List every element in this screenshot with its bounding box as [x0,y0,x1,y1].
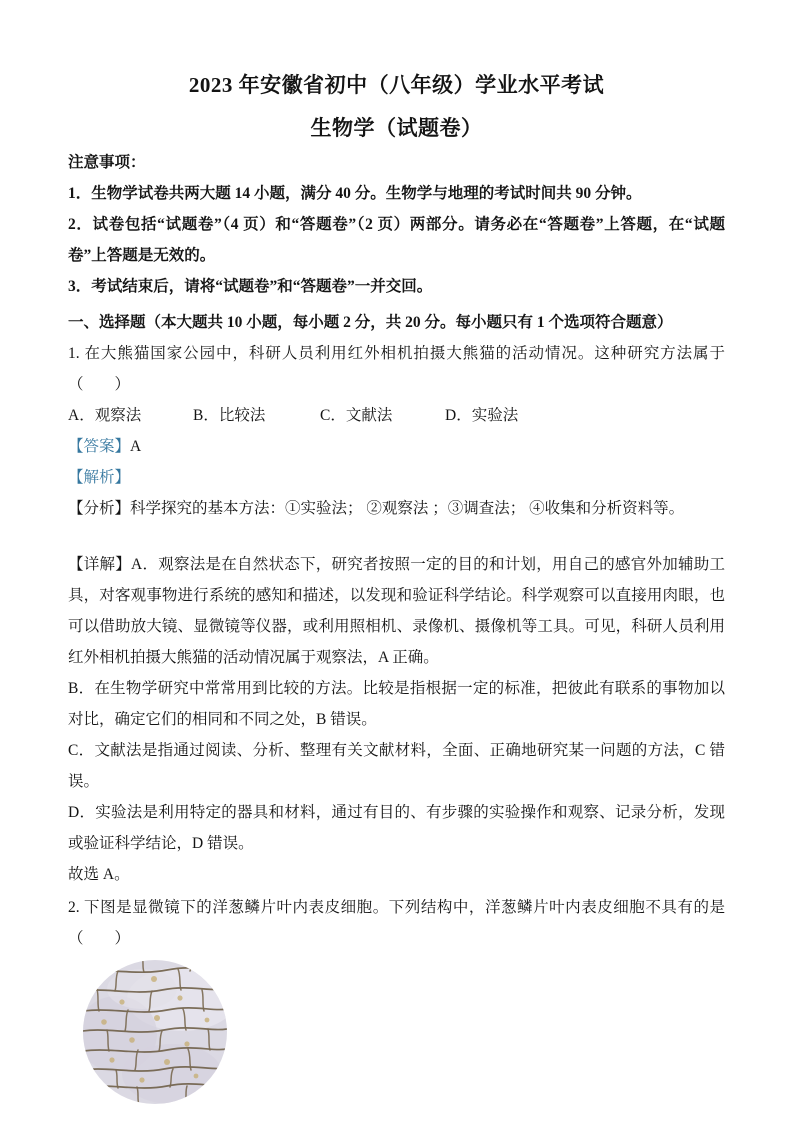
question-1-option-a: A．观察法 [68,407,142,424]
question-1-stem: 1. 在大熊猫国家公园中，科研人员利用红外相机拍摄大熊猫的活动情况。这种研究方法属于（ ） [68,345,725,393]
fenxi-label: 【分析】 [68,500,131,517]
question-1-option-c: C．文献法 [320,407,393,424]
notice-item-1: 1．生物学试卷共两大题 14 小题，满分 40 分。生物学与地理的考试时间共 90 分钟。 [68,185,642,202]
question-1-option-b: B．比较法 [193,407,266,424]
onion-epidermis-micrograph [82,959,228,1105]
page-subtitle: 生物学（试题卷） [310,116,483,140]
jiexi-label: 【解析】 [68,469,131,486]
section-1-heading: 一、选择题（本大题共 10 小题，每小题 2 分，共 20 分。每小题只有 1 个选项符合题意） [68,314,673,331]
notice-item-2: 2．试卷包括“试题卷”（4 页）和“答题卷”（2 页）两部分。请务必在“答题卷”上答题，在“试题卷”上答题是无效的。 [68,216,725,264]
xiangjie-paragraph-b: B．在生物学研究中常常用到比较的方法。比较是指根据一定的标准，把彼此有联系的事物加以对比，确定它们的相同和不同之处，B 错误。 [68,680,725,728]
page-title: 2023 年安徽省初中（八年级）学业水平考试 [188,73,605,97]
xiangjie-paragraph-d: D．实验法是利用特定的器具和材料，通过有目的、有步骤的实验操作和观察、记录分析，发现或验证科学结论，D 错误。 [68,804,725,852]
jiexi-row [68,462,725,493]
micrograph-image [82,959,228,1105]
answer-row [68,431,725,462]
fenxi-row [68,493,725,524]
question-1-option-d: D．实验法 [445,407,519,424]
xiangjie-paragraph-c: C．文献法是指通过阅读、分析、整理有关文献材料，全面、正确地研究某一问题的方法，C 错误。 [68,742,725,790]
xiangjie-paragraph-a [68,549,725,673]
xiangjie-text-a: A．观察法是在自然状态下，研究者按照一定的目的和计划，用自己的感官外加辅助工具，对客观事物进行系统的感知和描述，以发现和验证科学结论。科学观察可以直接用肉眼，也可以借助放大镜、显微镜等仪器，或利用照相机、录像机、摄像机等工具。可见，科研人员利用红外相机拍摄大熊猫的活动情况属于观察法，A 正确。 [68,556,725,666]
notice-heading: 注意事项： [68,154,146,171]
fenxi-text: 科学探究的基本方法：①实验法； ②观察法 ；③调查法； ④收集和分析资料等。 [130,500,685,517]
question-2-stem: 2. 下图是显微镜下的洋葱鳞片叶内表皮细胞。下列结构中，洋葱鳞片叶内表皮细胞不具有的是（ ） [68,899,725,947]
question-1-conclusion: 故选 A。 [68,866,130,883]
answer-label: 【答案】 [68,438,131,455]
question-1-options [68,400,725,431]
answer-value: A [130,438,142,455]
notice-item-3: 3．考试结束后，请将“试题卷”和“答题卷”一并交回。 [68,278,433,295]
xiangjie-label: 【详解】 [68,556,132,573]
